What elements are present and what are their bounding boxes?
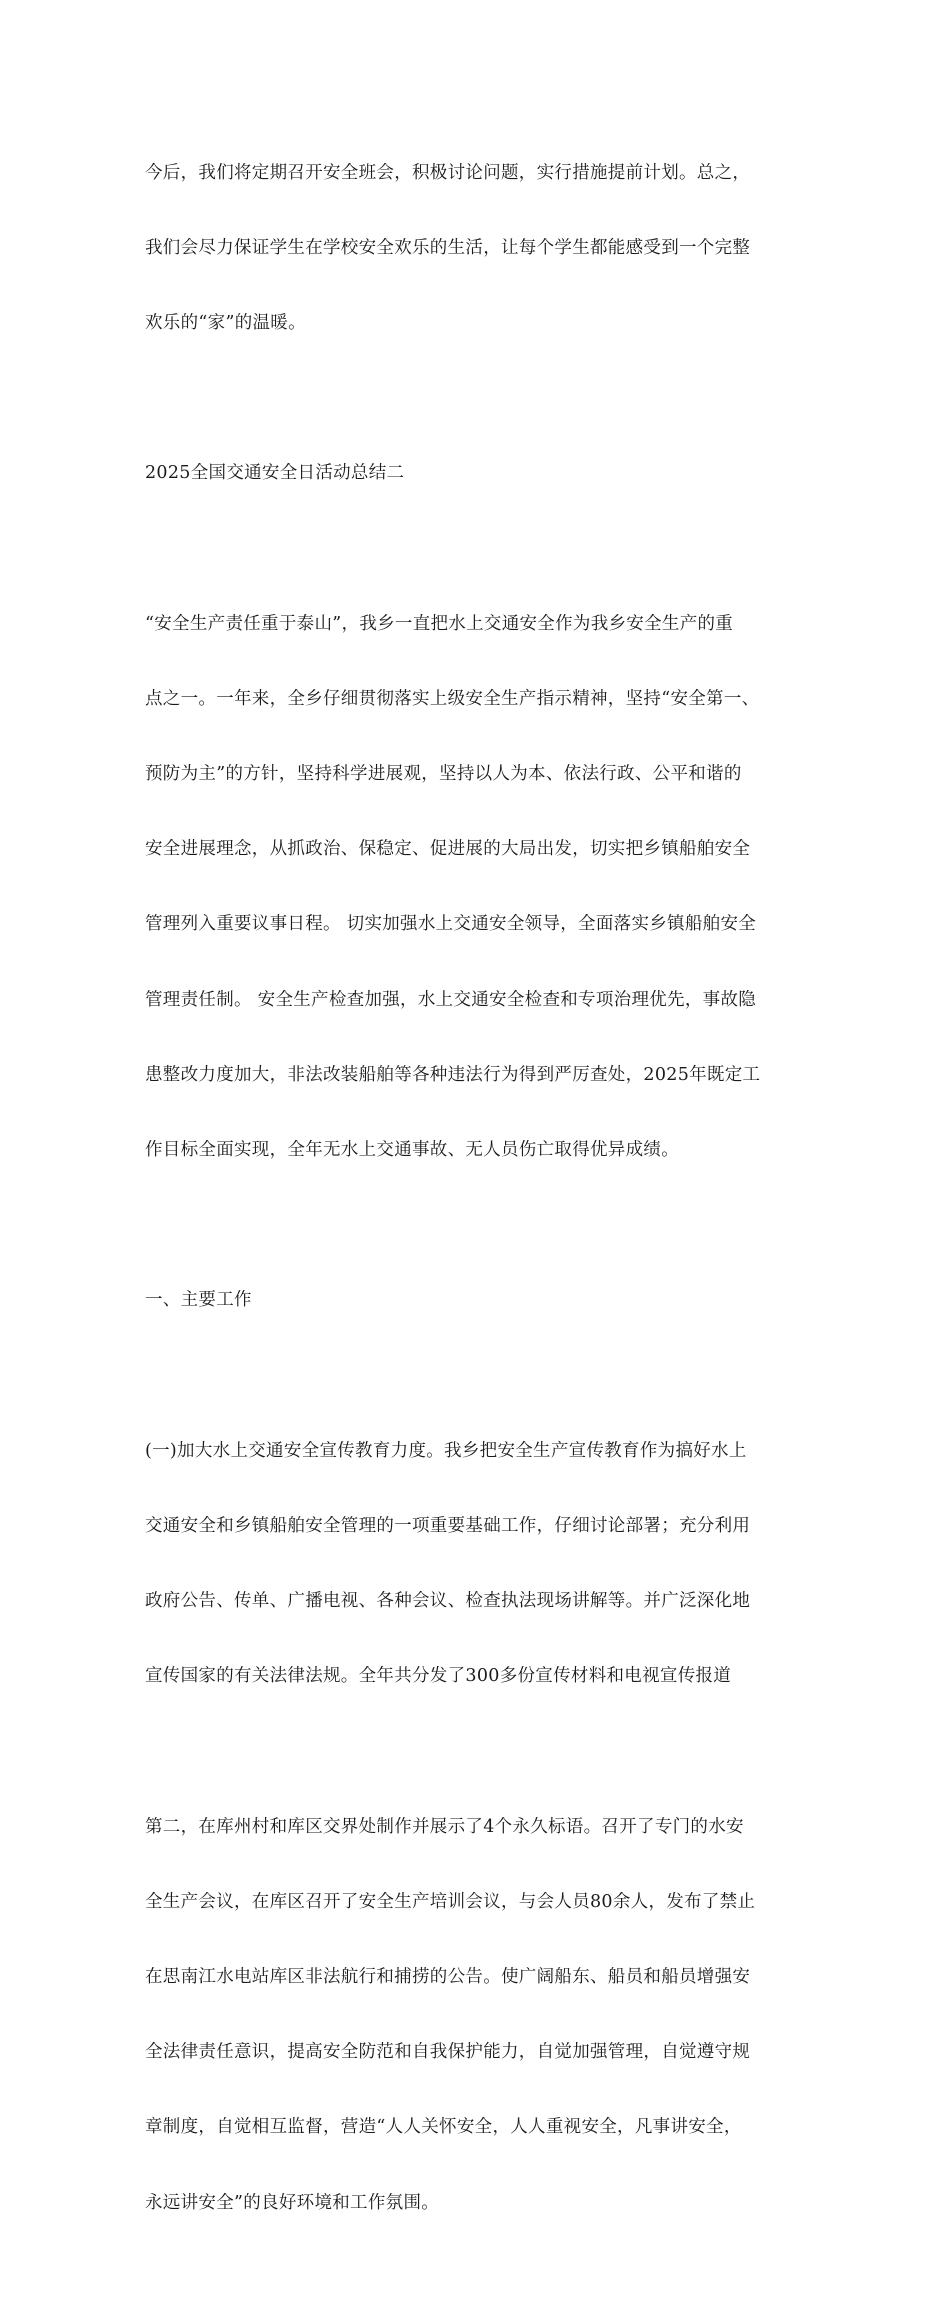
text-line: 全法律责任意识，提高安全防范和自我保护能力，自觉加强管理，自觉遵守规: [145, 2042, 751, 2063]
text-line: 第二，在库州村和库区交界处制作并展示了4个永久标语。召开了专门的水安: [145, 1816, 744, 1837]
text-line: 全生产会议，在库区召开了安全生产培训会议，与会人员80余人，发布了禁止: [145, 1891, 756, 1912]
text-line: 交通安全和乡镇船舶安全管理的一项重要基础工作，仔细讨论部署；充分利用: [145, 1515, 751, 1536]
text-line: 宣传国家的有关法律法规。全年共分发了300多份宣传材料和电视宣传报道: [145, 1666, 732, 1687]
text-line: 作目标全面实现，全年无水上交通事故、无人员伤亡取得优异成绩。: [145, 1140, 679, 1161]
text-line: 永远讲安全”的良好环境和工作氛围。: [145, 2192, 440, 2213]
text-line: 我们会尽力保证学生在学校安全欢乐的生活，让每个学生都能感受到一个完整: [145, 237, 751, 258]
text-line: 患整改力度加大，非法改装船舶等各种违法行为得到严厉查处，2025年既定工: [145, 1064, 761, 1085]
text-line: (一)加大水上交通安全宣传教育力度。我乡把安全生产宣传教育作为搞好水上: [145, 1440, 747, 1461]
text-line: 预防为主”的方针，坚持科学进展观，坚持以人为本、依法行政、公平和谐的: [145, 764, 742, 785]
text-line: 政府公告、传单、广播电视、各种会议、检查执法现场讲解等。并广泛深化地: [145, 1591, 751, 1612]
paragraph-introduction: [145, 568, 810, 1207]
text-line: 今后，我们将定期召开安全班会，积极讨论问题，实行措施提前计划。总之，: [145, 162, 751, 183]
text-line: 欢乐的“家”的温暖。: [145, 312, 306, 333]
text-line: 一、主要工作: [145, 1290, 252, 1311]
paragraph-publicity: [145, 1395, 810, 1733]
text-line: 管理列入重要议事日程。 切实加强水上交通安全领导，全面落实乡镇船舶安全: [145, 914, 757, 935]
text-line: 管理责任制。 安全生产检查加强，水上交通安全检查和专项治理优先，事故隐: [145, 989, 757, 1010]
text-line: “安全生产责任重于泰山”，我乡一直把水上交通安全作为我乡安全生产的重: [145, 613, 734, 634]
text-line: 在思南江水电站库区非法航行和捕捞的公告。使广阔船东、船员和船员增强安: [145, 1967, 751, 1988]
paragraph-second-point: [145, 1771, 810, 2260]
document-body: [145, 117, 810, 2297]
text-line: 章制度，自觉相互监督，营造“人人关怀安全，人人重视安全，凡事讲安全，: [145, 2117, 742, 2138]
section-heading-main-work: [145, 1245, 810, 1358]
text-line: 安全进展理念，从抓政治、保稳定、促进展的大局出发，切实把乡镇船舶安全: [145, 839, 751, 860]
section-title: [145, 418, 810, 531]
paragraph-closing-remarks: [145, 117, 810, 380]
text-line: 2025全国交通安全日活动总结二: [145, 463, 405, 484]
text-line: 点之一。一年来，全乡仔细贯彻落实上级安全生产指示精神，坚持“安全第一、: [145, 688, 760, 709]
